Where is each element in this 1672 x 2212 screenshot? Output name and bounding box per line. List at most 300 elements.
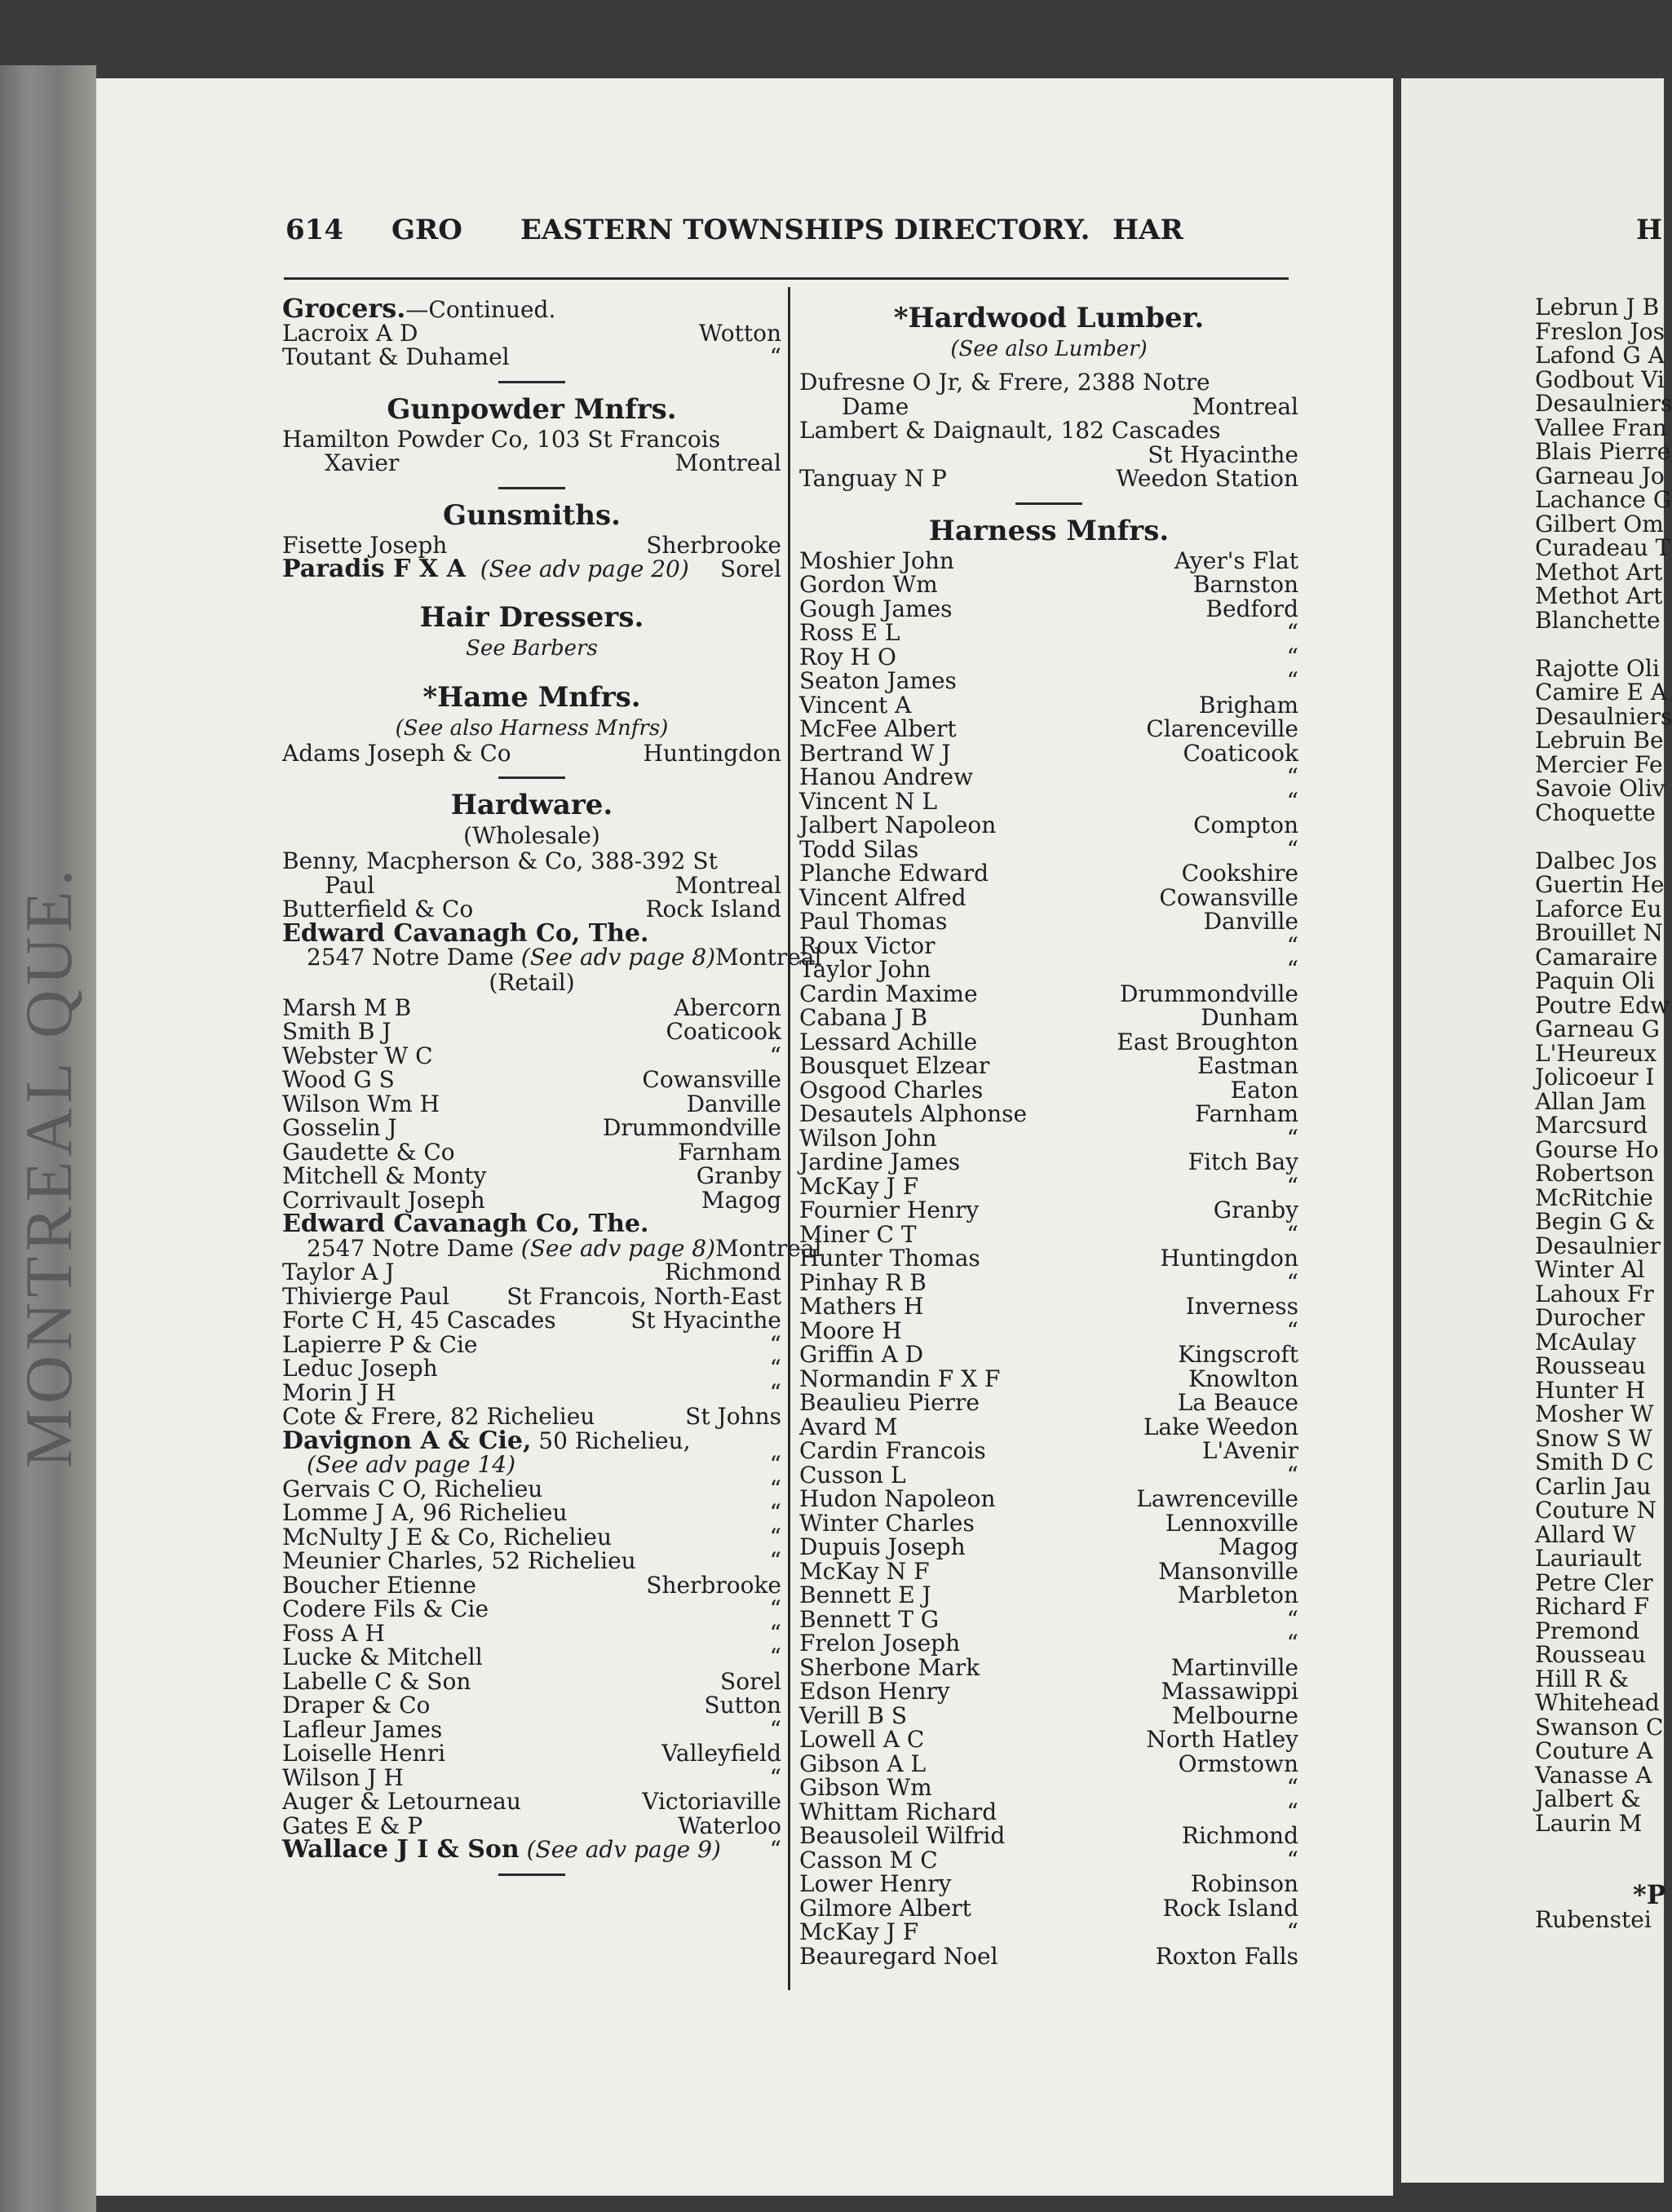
- list-item: [799, 787, 1298, 815]
- entry-name: McKay N F: [799, 1557, 930, 1585]
- entry-name: Auger & Letourneau: [282, 1788, 521, 1815]
- grocers-heading: Grocers.—Continued.: [282, 293, 556, 324]
- list-item: [799, 1102, 1298, 1126]
- list-item: [282, 1164, 781, 1188]
- list-item: [799, 1316, 1298, 1344]
- page-header: [285, 214, 1264, 254]
- entry-name: Seaton James: [799, 667, 957, 694]
- right-key: HAR: [1112, 214, 1183, 246]
- list-item: [799, 1679, 1298, 1704]
- entry-place: “: [769, 1355, 781, 1382]
- section-separator: [498, 487, 565, 489]
- list-item: [799, 1487, 1298, 1511]
- entry-place: “: [769, 1644, 781, 1670]
- entry-place: Robinson: [1190, 1870, 1298, 1897]
- entry-place: “: [1286, 1798, 1298, 1825]
- entry-place: “: [1286, 1172, 1298, 1200]
- entry-name: Toutant & Duhamel: [282, 343, 510, 370]
- next-page-entry: Jalbert &: [1535, 1785, 1641, 1812]
- next-page-entry: [1535, 825, 1672, 849]
- entry-place: “: [769, 1619, 781, 1647]
- entry-place: “: [769, 1042, 781, 1069]
- list-item: [282, 1405, 781, 1429]
- entry-place: Farnham: [1195, 1100, 1298, 1127]
- entry-place: “: [769, 1378, 781, 1406]
- section-title: *Hame Mnfrs.: [422, 680, 641, 714]
- entry-place: Richmond: [1181, 1822, 1298, 1849]
- entry-place: Abercorn: [673, 993, 781, 1021]
- next-page-entry: [1535, 632, 1672, 657]
- entry-name: Jalbert Napoleon: [799, 812, 997, 838]
- next-page-entry: Curadeau T: [1535, 534, 1671, 561]
- list-item: [799, 1006, 1298, 1030]
- section-separator: [498, 381, 565, 383]
- entry-name: Bennett E J: [799, 1582, 931, 1608]
- list-item: 2547 Notre Dame (See adv page 8) Montreal: [307, 944, 822, 971]
- entry-place: Eaton: [1230, 1076, 1298, 1104]
- entry-name: Foss A H: [282, 1619, 385, 1647]
- next-page-entry: Desaulniers: [1535, 702, 1672, 730]
- entry-place: Danville: [686, 1090, 781, 1117]
- list-item: Dame Montreal: [842, 392, 1298, 420]
- entry-name: Frelon Joseph: [799, 1630, 961, 1657]
- list-item: [799, 1752, 1298, 1776]
- entry-place: Victoriaville: [642, 1788, 781, 1815]
- entry-name: Roux Victor: [799, 931, 936, 959]
- next-page-entry: Snow S W: [1535, 1424, 1652, 1452]
- next-page-entry: Hunter H: [1535, 1376, 1646, 1404]
- next-page-entry: Methot Art: [1535, 582, 1663, 609]
- entry-name: Cote & Frere, 82 Richelieu: [282, 1403, 595, 1430]
- next-page-entry: Lachance G: [1535, 486, 1672, 513]
- entry-name: Cardin Maxime: [799, 980, 978, 1007]
- entry-name: Normandin F X F: [799, 1365, 1001, 1392]
- list-item: [799, 861, 1298, 886]
- next-page-entry: Savoie Oliv: [1535, 775, 1665, 802]
- list-item: [799, 1896, 1298, 1921]
- list-item: [799, 1343, 1298, 1367]
- list-item: [799, 1220, 1298, 1248]
- list-item: [282, 345, 781, 369]
- next-page-entry: Camire E A: [1535, 679, 1668, 706]
- section-title: Gunsmiths.: [443, 498, 621, 532]
- next-page-entry: Choquette: [1535, 799, 1656, 826]
- entry-name: Loiselle Henri: [282, 1740, 446, 1767]
- entry-name: Roy H O: [799, 643, 896, 670]
- list-item: [799, 1367, 1298, 1391]
- next-page-entry: Premond: [1535, 1617, 1640, 1644]
- entry-place: “: [1286, 1630, 1298, 1657]
- entry-place: Cowansville: [642, 1066, 781, 1093]
- entry-name: Avard M: [799, 1413, 898, 1440]
- entry-place: Lennoxville: [1165, 1509, 1298, 1537]
- list-item: Paradis F X A (See adv page 20) Sorel: [282, 555, 781, 583]
- entry-name: Boucher Etienne: [282, 1571, 476, 1599]
- list-item: [282, 1645, 781, 1670]
- list-item: Tanguay N P Weedon Station: [799, 465, 1298, 492]
- entry-name: Lacroix A D: [282, 319, 418, 347]
- next-page-entry: Jolicoeur I: [1535, 1064, 1655, 1091]
- list-item: [799, 621, 1298, 645]
- entry-place: Cowansville: [1159, 883, 1298, 911]
- entry-place: Danville: [1203, 908, 1298, 935]
- entry-name: Forte C H, 45 Cascades: [282, 1307, 556, 1334]
- entry-place: Eastman: [1196, 1052, 1298, 1079]
- entry-name: Gordon Wm: [799, 571, 938, 598]
- entry-place: Inverness: [1185, 1293, 1298, 1320]
- list-item: [282, 1501, 781, 1525]
- entry-place: “: [1286, 835, 1298, 863]
- next-page-key: H: [1636, 214, 1663, 246]
- list-item: [282, 1378, 781, 1406]
- section-separator: [498, 1874, 565, 1876]
- next-page-entry: Methot Art: [1535, 558, 1663, 586]
- entry-place: Coaticook: [666, 1018, 781, 1045]
- entry-name: Hudon Napoleon: [799, 1485, 996, 1512]
- entry-name: Cardin Francois: [799, 1437, 986, 1464]
- next-page-entry: Desaulniers: [1535, 390, 1672, 417]
- entry-place: St Johns: [685, 1403, 781, 1430]
- entry-place: Huntingdon: [1160, 1245, 1298, 1272]
- entry-name: Desautels Alphonse: [799, 1100, 1028, 1127]
- next-page-entry: Richard F: [1535, 1593, 1650, 1620]
- entry-name: Corrivault Joseph: [282, 1186, 485, 1214]
- entry-place: Dunham: [1201, 1004, 1298, 1031]
- entry-name: Whittam Richard: [799, 1798, 997, 1825]
- list-item: [799, 1126, 1298, 1151]
- next-page-entry: Lebruin Be: [1535, 727, 1664, 754]
- list-item: Edward Cavanagh Co, The.: [282, 918, 649, 948]
- list-item: [799, 573, 1298, 597]
- entry-place: “: [769, 1763, 781, 1791]
- list-item: [799, 1198, 1298, 1223]
- entry-place: Farnham: [678, 1138, 781, 1166]
- next-page-entry: Dalbec Jos: [1535, 847, 1657, 874]
- list-item: [799, 1776, 1298, 1800]
- entry-name: Webster W C: [282, 1042, 433, 1069]
- entry-name: Sherbone Mark: [799, 1653, 980, 1681]
- list-item: [799, 1391, 1298, 1415]
- entry-name: Vincent N L: [799, 787, 938, 815]
- next-page-entry: Gilbert Om: [1535, 510, 1664, 538]
- entry-place: Knowlton: [1188, 1365, 1298, 1392]
- list-item: [282, 1356, 781, 1381]
- entry-place: “: [1286, 643, 1298, 670]
- entry-name: Lower Henry: [799, 1870, 952, 1897]
- list-item: Dufresne O Jr, & Frere, 2388 Notre: [799, 369, 1210, 396]
- subsection-label: (Retail): [489, 968, 575, 996]
- next-page-entry: Poutre Edw: [1535, 991, 1670, 1019]
- list-item: [282, 1282, 781, 1310]
- next-page-entry: Smith D C: [1535, 1449, 1654, 1475]
- next-page-entry: Brouillet N: [1535, 919, 1663, 946]
- entry-name: Gaudette & Co: [282, 1138, 455, 1166]
- entry-name: Hanou Andrew: [799, 763, 974, 790]
- next-page-entry: Robertson: [1535, 1160, 1655, 1187]
- entry-place: Magog: [701, 1186, 781, 1214]
- next-page-entry: Couture A: [1535, 1737, 1653, 1764]
- next-page-entry: Lafond G A: [1535, 342, 1665, 369]
- entry-name: Wilson Wm H: [282, 1090, 440, 1117]
- list-item: Adams Joseph & Co Huntingdon: [282, 739, 781, 767]
- list-item: [282, 1715, 781, 1743]
- next-page-entry: Vallee Fran: [1535, 414, 1667, 441]
- list-item: 2547 Notre Dame (See adv page 8) Montreal: [307, 1234, 822, 1262]
- list-item: [799, 1078, 1298, 1103]
- entry-place: Compton: [1193, 812, 1298, 838]
- next-page-entry: Laurin M: [1535, 1809, 1643, 1837]
- entry-name: Fournier Henry: [799, 1197, 980, 1223]
- next-page-entry: Godbout Vi: [1535, 365, 1665, 393]
- entry-place: North Hatley: [1146, 1726, 1298, 1753]
- column-divider: [788, 287, 790, 1990]
- list-item: [282, 1140, 781, 1165]
- list-item: [799, 1872, 1298, 1896]
- list-item: [282, 1549, 781, 1573]
- entry-name: Ross E L: [799, 619, 900, 646]
- list-item: Hamilton Powder Co, 103 St Francois: [282, 425, 721, 453]
- list-item: [799, 669, 1298, 693]
- entry-name: Cabana J B: [799, 1004, 928, 1031]
- entry-name: Taylor John: [799, 956, 931, 983]
- entry-name: Bennett T G: [799, 1605, 940, 1633]
- entry-name: Thivierge Paul: [282, 1282, 450, 1310]
- entry-name: Lowell A C: [799, 1726, 925, 1753]
- entry-name: Lomme J A, 96 Richelieu: [282, 1499, 568, 1526]
- next-page-entry: Rubenstei: [1535, 1905, 1652, 1933]
- next-page-entry: [1535, 1835, 1672, 1860]
- entry-name: Griffin A D: [799, 1341, 924, 1368]
- entry-place: Lawrenceville: [1136, 1485, 1298, 1512]
- list-item: [282, 993, 781, 1021]
- entry-name: Gates E & P: [282, 1812, 423, 1839]
- list-item: Edward Cavanagh Co, The.: [282, 1210, 649, 1238]
- list-item: [799, 1653, 1298, 1681]
- directory-title: EASTERN TOWNSHIPS DIRECTORY.: [520, 214, 1090, 246]
- list-item: [282, 1763, 781, 1791]
- list-item: Davignon A & Cie, 50 Richelieu,: [282, 1426, 691, 1455]
- list-item: [799, 546, 1298, 574]
- section-title: Hair Dressers.: [419, 600, 644, 634]
- entry-place: Wotton: [698, 319, 781, 347]
- list-item: [799, 958, 1298, 982]
- entry-place: “: [1286, 1846, 1298, 1874]
- entry-place: Ormstown: [1178, 1750, 1298, 1777]
- spine-title: MONTREAL QUE.: [11, 864, 86, 1469]
- list-item: [799, 883, 1298, 911]
- entry-place: “: [769, 1330, 781, 1358]
- entry-name: Hunter Thomas: [799, 1245, 980, 1272]
- entry-place: Waterloo: [678, 1812, 781, 1839]
- entry-name: Mathers H: [799, 1293, 924, 1320]
- subsection-label: (Wholesale): [463, 822, 600, 849]
- entry-place: Mansonville: [1158, 1557, 1298, 1585]
- list-item: Xavier Montreal: [325, 449, 781, 476]
- list-item: [799, 765, 1298, 790]
- next-page-entry: Whitehead: [1535, 1689, 1660, 1716]
- list-item: [282, 1790, 781, 1814]
- list-item: Butterfield & Co Rock Island: [282, 896, 781, 922]
- list-item: [282, 1573, 781, 1598]
- entry-name: Moshier John: [799, 546, 954, 574]
- see-reference: See Barbers: [466, 635, 598, 661]
- next-page-entry: L'Heureux: [1535, 1039, 1657, 1067]
- entry-place: “: [1286, 763, 1298, 790]
- entry-name: Vincent A: [799, 691, 912, 719]
- list-item: [799, 1415, 1298, 1440]
- entry-place: Clarenceville: [1146, 715, 1298, 742]
- entry-name: Wilson John: [799, 1124, 937, 1152]
- list-item: [799, 1463, 1298, 1488]
- list-item: [282, 1308, 781, 1333]
- entry-name: McFee Albert: [799, 715, 957, 742]
- entry-place: Valleyfield: [661, 1740, 781, 1767]
- entry-place: Martinville: [1170, 1653, 1298, 1681]
- entry-place: Magog: [1218, 1533, 1298, 1560]
- list-item: [799, 1631, 1298, 1656]
- list-item: Benny, Macpherson & Co, 388-392 St: [282, 847, 718, 874]
- entry-name: Lucke & Mitchell: [282, 1644, 483, 1670]
- next-page-entry: Freslon Jos: [1535, 317, 1665, 345]
- list-item: [799, 835, 1298, 863]
- next-page-entry: Camaraire: [1535, 943, 1658, 971]
- next-page-entry: Marcsurd: [1535, 1112, 1648, 1139]
- entry-place: “: [1286, 1316, 1298, 1344]
- entry-place: Granby: [696, 1162, 781, 1189]
- entry-place: “: [1286, 956, 1298, 983]
- list-item: [799, 1728, 1298, 1752]
- entry-name: Gibson A L: [799, 1750, 927, 1777]
- entry-name: Lafleur James: [282, 1715, 443, 1743]
- section-title: Harness Mnfrs.: [928, 514, 1170, 547]
- entry-place: “: [769, 1475, 781, 1502]
- entry-name: Lessard Achille: [799, 1028, 978, 1055]
- next-page-entry: Lebrun J B: [1535, 294, 1660, 321]
- next-page-entry: Paquin Oli: [1535, 967, 1655, 994]
- next-page-entry: Vanasse A: [1535, 1761, 1652, 1789]
- next-page-entry: Blanchette: [1535, 606, 1661, 634]
- entry-place: Granby: [1213, 1197, 1298, 1223]
- next-page-entry: Rajotte Oli: [1535, 654, 1660, 682]
- list-item: Lambert & Daignault, 182 Cascades: [799, 417, 1221, 444]
- list-item: [799, 1054, 1298, 1078]
- next-page-entry: Lahoux Fr: [1535, 1280, 1654, 1307]
- next-page-entry: Rousseau: [1535, 1641, 1647, 1668]
- entry-name: Smith B J: [282, 1018, 391, 1045]
- entry-place: “: [1286, 1774, 1298, 1801]
- list-item: [799, 1920, 1298, 1944]
- entry-place: Rock Island: [1162, 1894, 1298, 1922]
- entry-name: Marsh M B: [282, 993, 412, 1021]
- right-column: [799, 297, 1298, 1968]
- entry-place: “: [1286, 1918, 1298, 1945]
- entry-place: Roxton Falls: [1155, 1942, 1298, 1970]
- entry-name: Beausoleil Wilfrid: [799, 1822, 1006, 1849]
- entry-name: Jardine James: [799, 1148, 961, 1175]
- next-page-entry: Petre Cler: [1535, 1568, 1653, 1596]
- list-item: [799, 1824, 1298, 1848]
- list-item: [282, 1667, 781, 1695]
- entry-place: Coaticook: [1183, 739, 1298, 767]
- entry-name: Gilmore Albert: [799, 1894, 971, 1922]
- entry-name: Todd Silas: [799, 835, 919, 863]
- list-item: [799, 813, 1298, 838]
- left-key: GRO: [391, 214, 462, 246]
- next-page-entry: Allard W: [1535, 1520, 1636, 1548]
- list-item: [282, 1092, 781, 1117]
- next-page-entry: Desaulnier: [1535, 1232, 1661, 1259]
- entry-name: Cusson L: [799, 1461, 906, 1489]
- see-reference: (See also Lumber): [950, 337, 1148, 361]
- header-rule: [284, 277, 1289, 280]
- entry-place: “: [1286, 667, 1298, 694]
- entry-name: Verill B S: [799, 1701, 908, 1729]
- list-item: [282, 1814, 781, 1838]
- entry-place: “: [1286, 1268, 1298, 1296]
- list-item: [799, 693, 1298, 718]
- next-page-entry: Lauriault: [1535, 1545, 1642, 1572]
- entry-name: Casson M C: [799, 1846, 938, 1874]
- list-item: [282, 1525, 781, 1550]
- next-page-entry: Gourse Ho: [1535, 1135, 1659, 1163]
- entry-name: Lapierre P & Cie: [282, 1330, 478, 1358]
- see-reference: (See also Harness Mnfrs): [395, 715, 669, 741]
- entry-place: “: [769, 1715, 781, 1743]
- entry-place: “: [769, 1595, 781, 1622]
- section-title: *Hardwood Lumber.: [893, 302, 1205, 334]
- entry-place: East Broughton: [1117, 1028, 1298, 1055]
- entry-place: St Hyacinthe: [630, 1307, 781, 1334]
- page-number: 614: [285, 214, 343, 246]
- next-page-entry: *P: [1633, 1879, 1666, 1910]
- entry-place: “: [1286, 1124, 1298, 1152]
- list-item: [799, 1605, 1298, 1633]
- entry-name: McKay J F: [799, 1918, 919, 1945]
- next-page-entry: Swanson C: [1535, 1713, 1664, 1741]
- entry-place: Drummondville: [602, 1114, 781, 1141]
- list-item: [799, 1559, 1298, 1584]
- section-separator: [1015, 502, 1082, 505]
- entry-name: Miner C T: [799, 1220, 917, 1248]
- list-item: [282, 1621, 781, 1646]
- entry-place: Ayer's Flat: [1174, 546, 1298, 574]
- next-page-entry: Durocher: [1535, 1304, 1645, 1331]
- entry-name: Gosselin J: [282, 1114, 397, 1141]
- entry-name: Gibson Wm: [799, 1774, 932, 1801]
- entry-place: Marbleton: [1177, 1582, 1298, 1608]
- entry-name: Paul Thomas: [799, 908, 948, 935]
- next-page-entry: Carlin Jau: [1535, 1472, 1652, 1500]
- list-item: [799, 1848, 1298, 1873]
- list-item: [799, 1800, 1298, 1825]
- list-item: [282, 1597, 781, 1621]
- entry-place: “: [769, 1547, 781, 1574]
- entry-place: “: [769, 1523, 781, 1551]
- entry-place: “: [1286, 787, 1298, 815]
- entry-name: Beauregard Noel: [799, 1942, 998, 1970]
- entry-name: Wilson J H: [282, 1763, 404, 1791]
- entry-name: Gough James: [799, 595, 953, 622]
- entry-name: Dupuis Joseph: [799, 1533, 966, 1560]
- entry-place: Barnston: [1192, 571, 1298, 598]
- list-item: [799, 1268, 1298, 1296]
- list-item: [799, 1701, 1298, 1729]
- entry-name: Gervais C O, Richelieu: [282, 1475, 543, 1502]
- list-item: [799, 1246, 1298, 1271]
- next-page-entry: Begin G &: [1535, 1208, 1656, 1235]
- entry-name: McKay J F: [799, 1172, 919, 1200]
- entry-name: Taylor A J: [282, 1259, 395, 1285]
